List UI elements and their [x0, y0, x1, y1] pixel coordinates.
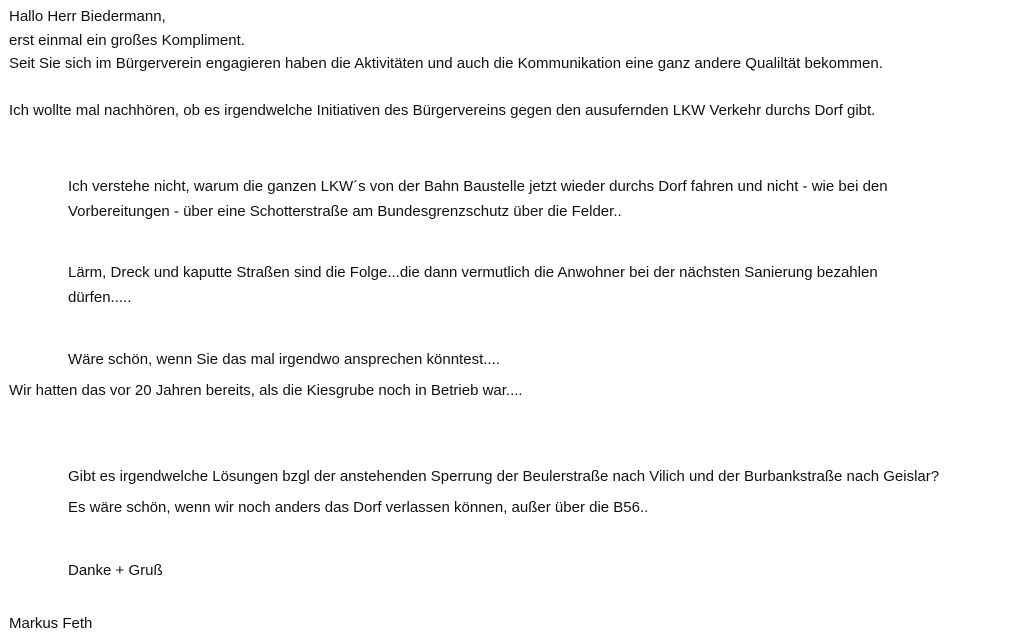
praise-line: Seit Sie sich im Bürgerverein engagieren haben die Aktivitäten und auch die Kommunikation eine ganz andere Qualiltät bekommen.: [9, 55, 883, 72]
paragraph-1-line-1: Ich verstehe nicht, warum die ganzen LKW´s von der Bahn Baustelle jetzt wieder durchs Dorf fahren und nicht - wie bei den: [68, 178, 888, 195]
closure-question-line: Gibt es irgendwelche Lösungen bzgl der anstehenden Sperrung der Beulerstraße nach Vilich und der Burbankstraße nach Geislar?: [68, 468, 940, 485]
compliment-line: erst einmal ein großes Kompliment.: [9, 32, 245, 49]
signature-line: Markus Feth: [9, 615, 93, 632]
request-line: Wäre schön, wenn Sie das mal irgendwo ansprechen könntest....: [68, 351, 500, 368]
paragraph-2-line-2: dürfen.....: [68, 289, 132, 306]
greeting-line: Hallo Herr Biedermann,: [9, 8, 166, 25]
closing-line: Danke + Gruß: [68, 562, 163, 579]
history-line: Wir hatten das vor 20 Jahren bereits, als die Kiesgrube noch in Betrieb war....: [9, 382, 523, 399]
paragraph-1-line-2: Vorbereitungen - über eine Schotterstraße am Bundesgrenzschutz über die Felder..: [68, 203, 622, 220]
question-line: Ich wollte mal nachhören, ob es irgendwelche Initiativen des Bürgervereins gegen den ausufernden LKW Verkehr durchs Dorf gibt.: [9, 102, 876, 119]
paragraph-2-line-1: Lärm, Dreck und kaputte Straßen sind die Folge...die dann vermutlich die Anwohner bei der nächsten Sanierung bezahlen: [68, 264, 878, 281]
exit-wish-line: Es wäre schön, wenn wir noch anders das Dorf verlassen können, außer über die B56..: [68, 499, 649, 516]
